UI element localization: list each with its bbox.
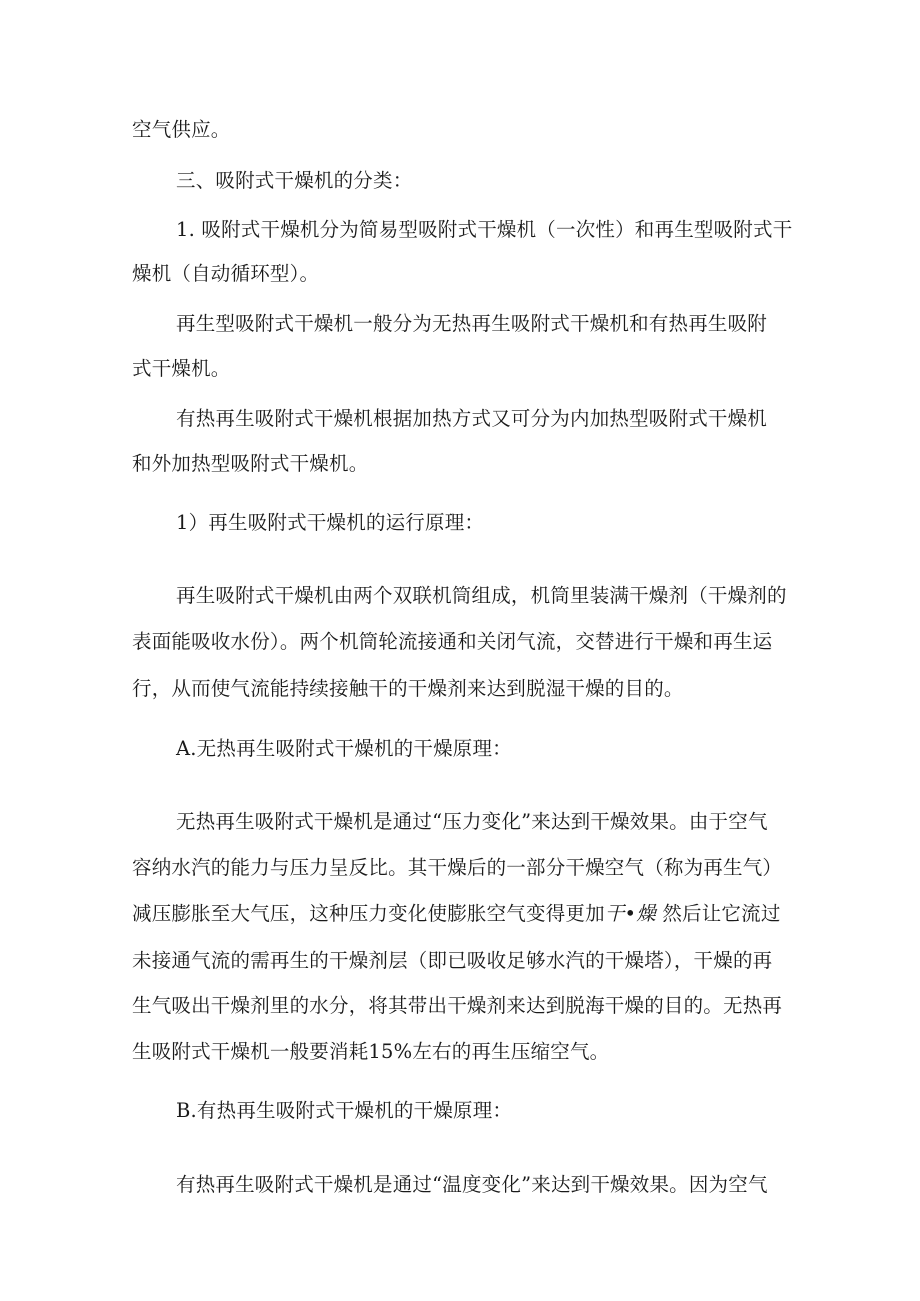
subsection-heading: B.有热再生吸附式干燥机的干燥原理： — [176, 1099, 513, 1122]
text-line: 式干燥机。 — [132, 357, 231, 380]
text-line: 无热再生吸附式干燥机是通过“压力变化”来达到干燥效果。由于空气 — [176, 810, 768, 833]
section-heading: 三、吸附式干燥机的分类： — [176, 169, 413, 192]
text-line: 容纳水汽的能力与压力呈反比。其干燥后的一部分干燥空气（称为再生气） — [132, 856, 783, 879]
text-line: 再生吸附式干燥机由两个双联机筒组成，机筒里装满干燥剂（干燥剂的 — [176, 584, 787, 607]
text-line: 1. 吸附式干燥机分为简易型吸附式干燥机（一次性）和再生型吸附式干 — [176, 218, 793, 241]
subsection-heading: A.无热再生吸附式干燥机的干燥原理： — [176, 737, 512, 760]
text-line: 有热再生吸附式干燥机是通过“温度变化”来达到干燥效果。因为空气 — [176, 1173, 768, 1196]
text-line — [132, 901, 781, 927]
text-line: 再生型吸附式干燥机一般分为无热再生吸附式干燥机和有热再生吸附 — [176, 312, 768, 335]
text-line: 空气供应。 — [132, 118, 231, 141]
text-line: 表面能吸收水份）。两个机筒轮流接通和关闭气流，交替进行干燥和再生运 — [132, 630, 773, 653]
text-line: 未接通气流的需再生的干燥剂层（即已吸收足够水汽的干燥塔），干燥的再 — [132, 949, 773, 972]
text-segment: 然后让它流过 — [655, 902, 781, 925]
text-segment: 减压膨胀至大气压，这种压力变化使膨胀空气变得更加 — [132, 902, 605, 925]
italic-text-segment: 干•燥 — [604, 902, 656, 925]
text-line: 行，从而使气流能持续接触干的干燥剂来达到脱湿干燥的目的。 — [132, 677, 684, 700]
subsection-heading: 1）再生吸附式干燥机的运行原理： — [176, 511, 485, 534]
text-line: 生气吸出干燥剂里的水分，将其带出干燥剂来达到脱海干燥的目的。无热再 — [132, 994, 783, 1017]
text-line: 燥机（自动循环型）。 — [132, 262, 320, 285]
text-line: 和外加热型吸附式干燥机。 — [132, 452, 369, 475]
text-line: 有热再生吸附式干燥机根据加热方式又可分为内加热型吸附式干燥机 — [176, 407, 768, 430]
text-line: 生吸附式干燥机一般要消耗15%左右的再生压缩空气。 — [132, 1040, 610, 1063]
